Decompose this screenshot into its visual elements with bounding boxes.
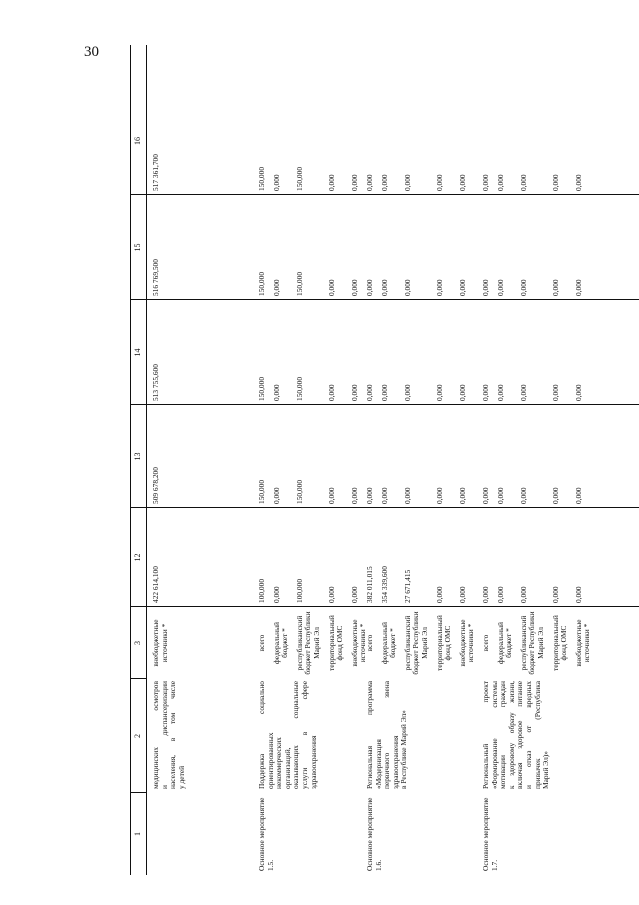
amount-cell: 0,000 [434, 384, 444, 401]
activity-title [366, 681, 409, 789]
amount-cell: 100,000 [294, 578, 304, 603]
column-header: 16 [133, 137, 142, 145]
amount-cell: 100,000 [257, 578, 266, 603]
amount-cell: 0,000 [481, 586, 490, 603]
amount-cell: 0,000 [495, 279, 505, 296]
amount-cell: 0,000 [495, 586, 505, 603]
title-line: к здоровому образу жизни, [506, 681, 516, 789]
amount-cell: 0,000 [457, 586, 467, 603]
amount-cell: 0,000 [481, 174, 490, 191]
column-divider [130, 404, 639, 405]
amount-cell: 27 671,415 [402, 569, 412, 603]
amount-cell: 0,000 [402, 174, 412, 191]
funding-source: внебюджетные источники * [457, 619, 476, 667]
amount-cell: 0,000 [349, 586, 359, 603]
funding-source: республиканский бюджет Республики Марий Эл [402, 611, 429, 675]
amount-cell: 0,000 [326, 174, 336, 191]
funding-source: всего [481, 634, 490, 652]
amount-cell: 150,000 [294, 479, 304, 504]
column-header: 2 [133, 734, 142, 738]
amount-cell: 0,000 [550, 279, 560, 296]
column-header: 3 [133, 641, 142, 645]
amount-cell: 0,000 [434, 487, 444, 504]
amount-cell: 0,000 [573, 586, 583, 603]
amount-cell: 150,000 [257, 479, 266, 504]
funding-source: внебюджетные источники * [349, 619, 368, 667]
amount-cell: 0,000 [379, 174, 389, 191]
amount-cell: 150,000 [294, 271, 304, 296]
amount-cell: 0,000 [573, 279, 583, 296]
title-line: Региональный проект [481, 681, 490, 789]
activity-title [258, 681, 318, 789]
activity-label: Основное мероприятие 1.7. [481, 797, 499, 871]
amount-cell: 0,000 [402, 279, 412, 296]
amount-cell: 0,000 [481, 384, 490, 401]
activity-label: Основное мероприятие 1.5. [257, 797, 275, 871]
title-line: медицинских осмотров [151, 681, 160, 789]
funding-source: внебюджетные источники * [573, 619, 592, 667]
amount-cell: 150,000 [294, 166, 304, 191]
column-divider [130, 507, 639, 508]
amount-cell: 0,000 [573, 384, 583, 401]
amount-cell: 0,000 [495, 174, 505, 191]
amount-cell: 0,000 [349, 487, 359, 504]
amount-cell: 0,000 [573, 487, 583, 504]
title-line: организаций, [282, 747, 292, 789]
title-line: у детей [176, 765, 186, 789]
amount-cell: 0,000 [434, 586, 444, 603]
amount-cell: 0,000 [518, 586, 528, 603]
title-line: здравоохранения [390, 735, 400, 789]
amount-cell: 0,000 [379, 487, 389, 504]
amount-cell: 0,000 [271, 279, 281, 296]
amount-cell: 0,000 [434, 174, 444, 191]
title-line: некоммерческих [274, 737, 284, 789]
amount-cell: 0,000 [365, 174, 374, 191]
funding-source: всего [365, 634, 374, 652]
amount-cell: 516 769,500 [151, 259, 160, 296]
activity-title [482, 681, 551, 789]
title-line: услуги в сфере [299, 681, 309, 789]
funding-source: федеральный бюджет * [271, 622, 290, 664]
amount-cell: 150,000 [257, 166, 266, 191]
column-divider [130, 606, 639, 607]
funding-source: внебюджетные источники * [151, 619, 169, 667]
amount-cell: 0,000 [326, 487, 336, 504]
amount-cell: 0,000 [365, 384, 374, 401]
amount-cell: 0,000 [365, 279, 374, 296]
amount-cell: 517 361,700 [151, 154, 160, 191]
title-line: и отказ от вредных [523, 681, 533, 789]
amount-cell: 0,000 [326, 586, 336, 603]
budget-table [130, 45, 639, 875]
amount-cell: 150,000 [257, 271, 266, 296]
amount-cell: 150,000 [257, 376, 266, 401]
title-line: оказывающих социальные [291, 681, 301, 789]
column-header: 13 [133, 452, 142, 461]
page-number: 30 [84, 44, 99, 60]
title-line: первичного звена [382, 681, 392, 789]
amount-cell: 0,000 [379, 384, 389, 401]
amount-cell: 0,000 [481, 487, 490, 504]
column-divider [130, 299, 639, 300]
activity-title [152, 681, 186, 789]
amount-cell: 0,000 [518, 279, 528, 296]
amount-cell: 0,000 [271, 384, 281, 401]
amount-cell: 0,000 [518, 487, 528, 504]
amount-cell: 0,000 [550, 586, 560, 603]
amount-cell: 0,000 [326, 384, 336, 401]
column-header: 1 [133, 832, 142, 836]
amount-cell: 0,000 [271, 174, 281, 191]
amount-cell: 513 755,600 [151, 364, 160, 401]
amount-cell: 0,000 [365, 487, 374, 504]
amount-cell: 0,000 [349, 384, 359, 401]
column-divider [130, 194, 639, 195]
column-header: 15 [133, 243, 142, 252]
funding-source: федеральный бюджет * [495, 622, 514, 664]
column-header: 12 [133, 553, 142, 562]
amount-cell: 0,000 [573, 174, 583, 191]
title-line: и диспансеризации [159, 681, 169, 789]
title-line: «Формирование системы [489, 681, 499, 789]
amount-cell: 0,000 [495, 384, 505, 401]
funding-source: федеральный бюджет * [379, 622, 398, 664]
title-line: здравоохранения [308, 735, 318, 789]
amount-cell: 0,000 [495, 487, 505, 504]
amount-cell: 0,000 [550, 384, 560, 401]
title-line: включая здоровое питание [515, 681, 525, 789]
funding-source: территориальный фонд ОМС [434, 615, 453, 671]
funding-source: территориальный фонд ОМС [326, 615, 345, 671]
funding-source: всего [257, 634, 266, 652]
title-line: «Модернизация [373, 739, 383, 789]
title-line: Региональная программа [365, 681, 374, 789]
amount-cell: 0,000 [271, 586, 281, 603]
activity-label: Основное мероприятие 1.6. [365, 797, 383, 871]
title-line: Марий Эл)» [541, 751, 551, 789]
title-line: привычек (Республика [532, 681, 542, 789]
amount-cell: 354 339,600 [379, 566, 389, 603]
amount-cell: 0,000 [402, 487, 412, 504]
amount-cell: 422 614,100 [151, 566, 160, 603]
amount-cell: 0,000 [457, 174, 467, 191]
table-top-border [130, 45, 131, 875]
amount-cell: 0,000 [349, 174, 359, 191]
amount-cell: 382 011,015 [365, 566, 374, 603]
amount-cell: 0,000 [402, 384, 412, 401]
title-line: ориентированных [265, 732, 275, 789]
amount-cell: 0,000 [434, 279, 444, 296]
amount-cell: 0,000 [518, 174, 528, 191]
amount-cell: 0,000 [457, 487, 467, 504]
amount-cell: 0,000 [518, 384, 528, 401]
title-line: мотивации граждан [498, 681, 508, 789]
amount-cell: 0,000 [379, 279, 389, 296]
funding-source: территориальный фонд ОМС [550, 615, 569, 671]
funding-source: республиканский бюджет Республики Марий Эл [294, 611, 321, 675]
amount-cell: 0,000 [326, 279, 336, 296]
amount-cell: 0,000 [271, 487, 281, 504]
amount-cell: 0,000 [550, 174, 560, 191]
amount-cell: 0,000 [457, 279, 467, 296]
funding-source: республиканский бюджет Республики Марий Эл [518, 611, 545, 675]
amount-cell: 150,000 [294, 376, 304, 401]
amount-cell: 0,000 [550, 487, 560, 504]
title-line: населения, в том числе [168, 681, 178, 789]
title-line: Поддержка социально [257, 681, 266, 789]
title-line: в Республике Марий Эл» [399, 710, 409, 789]
amount-cell: 0,000 [457, 384, 467, 401]
amount-cell: 509 678,200 [151, 467, 160, 504]
column-header: 14 [133, 348, 142, 357]
amount-cell: 0,000 [349, 279, 359, 296]
amount-cell: 0,000 [481, 279, 490, 296]
header-bottom-border [146, 45, 147, 875]
